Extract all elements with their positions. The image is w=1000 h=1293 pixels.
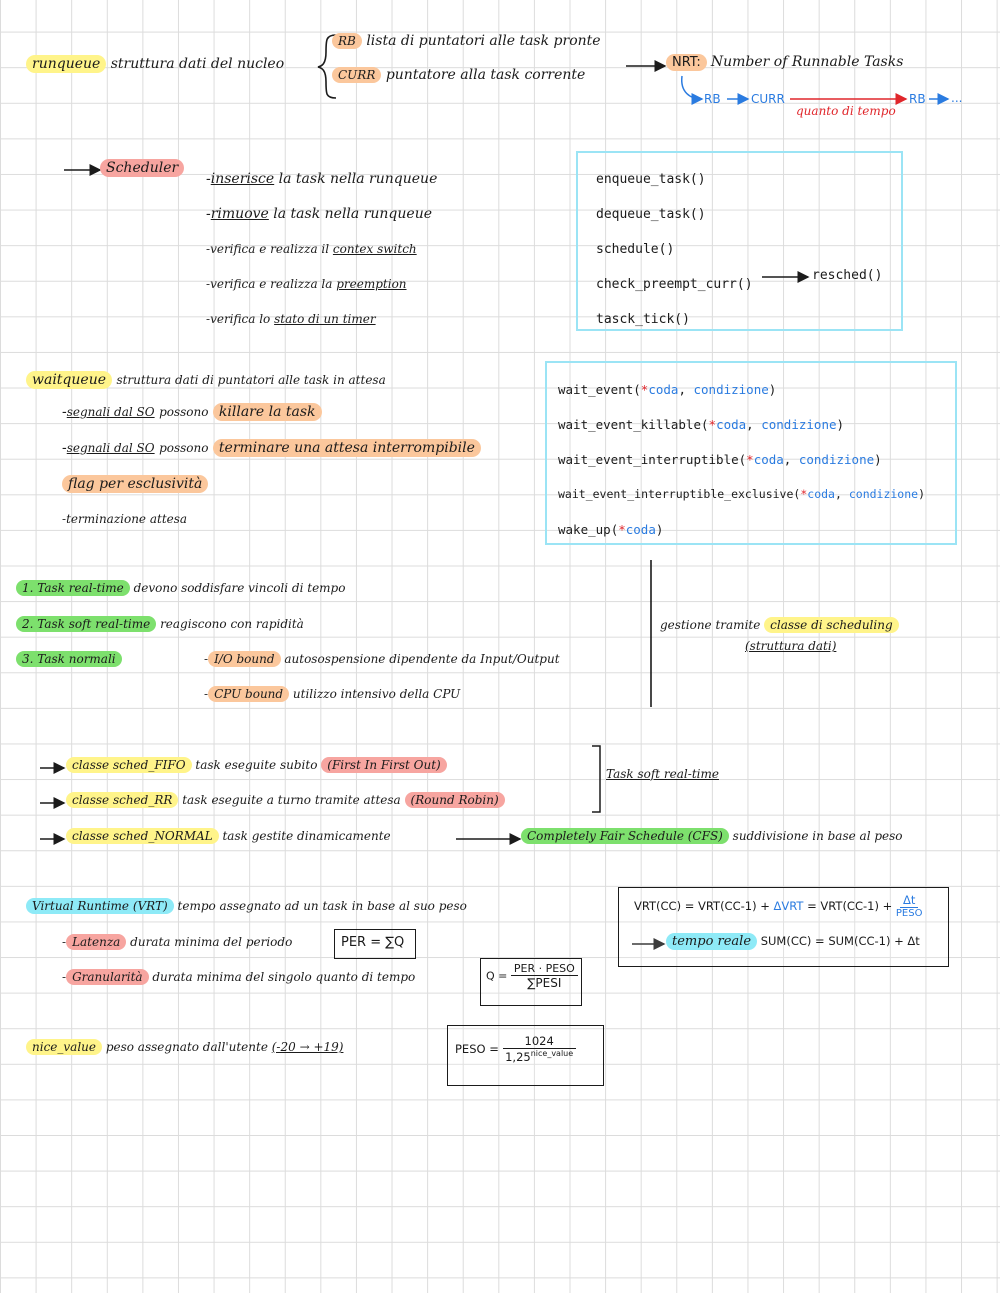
class-normal-label: classe sched_NORMAL: [66, 828, 219, 844]
class-fifo-label: classe sched_FIFO: [66, 757, 192, 773]
vrt-formula: VRT(CC) = VRT(CC-1) + ΔVRT = VRT(CC-1) + $\frac{\Delta t}{\text{PESO}}$: [634, 893, 923, 919]
io-bound-desc: autosospensione dipendente da Input/Output: [284, 652, 560, 666]
curr-desc: puntatore alla task corrente: [385, 67, 586, 83]
wait-function: wait_event_killable(*coda, condizione): [558, 417, 845, 432]
scheduler-title: Scheduler: [100, 159, 184, 177]
runqueue-term: runqueue: [26, 55, 106, 73]
soft-rt-bracket: [592, 746, 600, 812]
function-enqueue: enqueue_task(): [596, 172, 706, 187]
class-normal-desc: task gestite dinamicamente: [222, 829, 391, 843]
real-time-row: [666, 934, 920, 949]
wait-function: wait_event_interruptible_exclusive(*coda, condizione): [558, 487, 926, 501]
real-time-label: tempo reale: [666, 933, 757, 950]
class-rr-row: [66, 793, 505, 807]
class-rr-note: (Round Robin): [405, 792, 505, 808]
function-check-preempt: check_preempt_curr(): [596, 277, 753, 292]
list-item: -verifica lo stato di un timer: [206, 312, 376, 326]
cycle-rb-2: RB: [909, 92, 926, 106]
cycle-dots: ...: [951, 91, 963, 105]
class-fifo-note: (First In First Out): [321, 757, 446, 773]
nrt-desc: Number of Runnable Tasks: [710, 54, 904, 70]
io-bound-label: I/O bound: [208, 651, 280, 667]
latency-desc: durata minima del periodo: [130, 935, 293, 949]
task-realtime-row: [16, 581, 345, 595]
nrt-cycle-curve: [682, 76, 702, 99]
waitqueue-term: waitqueue: [26, 371, 112, 389]
scheduling-class-note: gestione tramite classe di scheduling: [660, 618, 899, 632]
latency-label: Latenza: [66, 934, 126, 950]
task-soft-desc: reagiscono con rapidità: [160, 617, 304, 631]
quantum-label: quanto di tempo: [796, 104, 896, 118]
sum-formula: SUM(CC) = SUM(CC-1) + Δt: [760, 934, 920, 948]
list-item: -inserisce la task nella runqueue: [206, 171, 438, 187]
list-item: -rimuove la task nella runqueue: [206, 206, 432, 222]
class-normal-row: [66, 829, 391, 843]
vrt-definition: [26, 899, 467, 913]
scheduler-functions: [596, 162, 753, 337]
nrt-label: NRT:: [666, 54, 707, 71]
latency-row: - Latenza durata minima del periodo: [62, 935, 293, 949]
vrt-desc: tempo assegnato ad un task in base al suo peso: [177, 899, 467, 913]
nice-term: nice_value: [26, 1039, 102, 1055]
runqueue-desc: struttura dati del nucleo: [110, 56, 285, 72]
signal-interrupt-row: -segnali dal SO possono terminare una attesa interrompibile: [62, 440, 481, 456]
signal-kill-row: -segnali dal SO possono killare la task: [62, 404, 322, 420]
wait-function: wait_event(*coda, condizione): [558, 382, 777, 397]
granularity-label: Granularità: [66, 969, 148, 985]
cfs-row: [521, 829, 903, 843]
curr-label: CURR: [332, 67, 381, 83]
scheduler-list: [206, 162, 437, 337]
scheduling-class-sub: (struttura dati): [745, 639, 837, 653]
function-resched: resched(): [812, 268, 883, 283]
nice-definition: [26, 1040, 343, 1054]
scheduler-title-wrap: [100, 160, 184, 176]
flag-row: [62, 476, 208, 492]
wait-function: wait_event_interruptible(*coda, condizione): [558, 452, 882, 467]
nice-range: (-20 → +19): [271, 1040, 344, 1054]
curr-row: [332, 67, 585, 83]
task-soft-row: [16, 617, 304, 631]
task-realtime-desc: devono soddisfare vincoli di tempo: [133, 581, 346, 595]
task-normal-row: [16, 652, 122, 666]
class-rr-label: classe sched_RR: [66, 792, 178, 808]
task-realtime-label: 1. Task real-time: [16, 580, 130, 596]
rb-label: RB: [332, 33, 362, 49]
nice-desc: peso assegnato dall'utente: [105, 1040, 268, 1054]
vrt-term: Virtual Runtime (VRT): [26, 898, 174, 914]
soft-rt-label: Task soft real-time: [606, 767, 719, 781]
cpu-bound-label: CPU bound: [208, 686, 289, 702]
cycle-rb-1: RB: [704, 92, 721, 106]
list-item: -verifica e realizza la preemption: [206, 277, 407, 291]
peso-formula: PESO = $\frac{1024}{1,25^{nice\_value}}$: [455, 1034, 576, 1064]
wait-function: wake_up(*coda): [558, 522, 664, 537]
flag-label: flag per esclusività: [62, 475, 208, 493]
waitqueue-desc: struttura dati di puntatori alle task in attesa: [116, 373, 386, 387]
cycle-curr: CURR: [751, 92, 785, 106]
class-fifo-row: [66, 758, 447, 772]
rb-row: [332, 33, 601, 49]
granularity-desc: durata minima del singolo quanto di tempo: [152, 970, 416, 984]
list-item: -verifica e realizza il contex switch: [206, 242, 417, 256]
q-formula: Q = $\frac{\text{PER · PESO}}{\text{∑PESI}}$: [486, 962, 578, 990]
cpu-bound-desc: utilizzo intensivo della CPU: [292, 687, 461, 701]
rb-desc: lista di puntatori alle task pronte: [366, 33, 601, 49]
granularity-row: - Granularità durata minima del singolo quanto di tempo: [62, 970, 416, 984]
waitqueue-definition: [26, 372, 386, 388]
io-bound-row: - I/O bound autosospensione dipendente da Input/Output: [204, 652, 560, 666]
task-normal-label: 3. Task normali: [16, 651, 122, 667]
class-fifo-desc: task eseguite subito: [195, 758, 318, 772]
wait-functions: [558, 372, 925, 547]
per-formula: PER = ∑Q: [341, 935, 405, 950]
function-dequeue: dequeue_task(): [596, 207, 706, 222]
task-soft-label: 2. Task soft real-time: [16, 616, 156, 632]
function-schedule: schedule(): [596, 242, 675, 257]
scheduling-class-label: classe di scheduling: [764, 617, 898, 633]
function-tick: tasck_tick(): [596, 312, 690, 327]
nrt-row: [666, 54, 903, 70]
cfs-desc: suddivisione in base al peso: [732, 829, 903, 843]
class-rr-desc: task eseguite a turno tramite attesa: [182, 793, 401, 807]
termination-row: -terminazione attesa: [62, 512, 188, 526]
cfs-label: Completely Fair Schedule (CFS): [521, 828, 729, 844]
cpu-bound-row: - CPU bound utilizzo intensivo della CPU: [204, 687, 461, 701]
runqueue-definition: [26, 56, 284, 72]
